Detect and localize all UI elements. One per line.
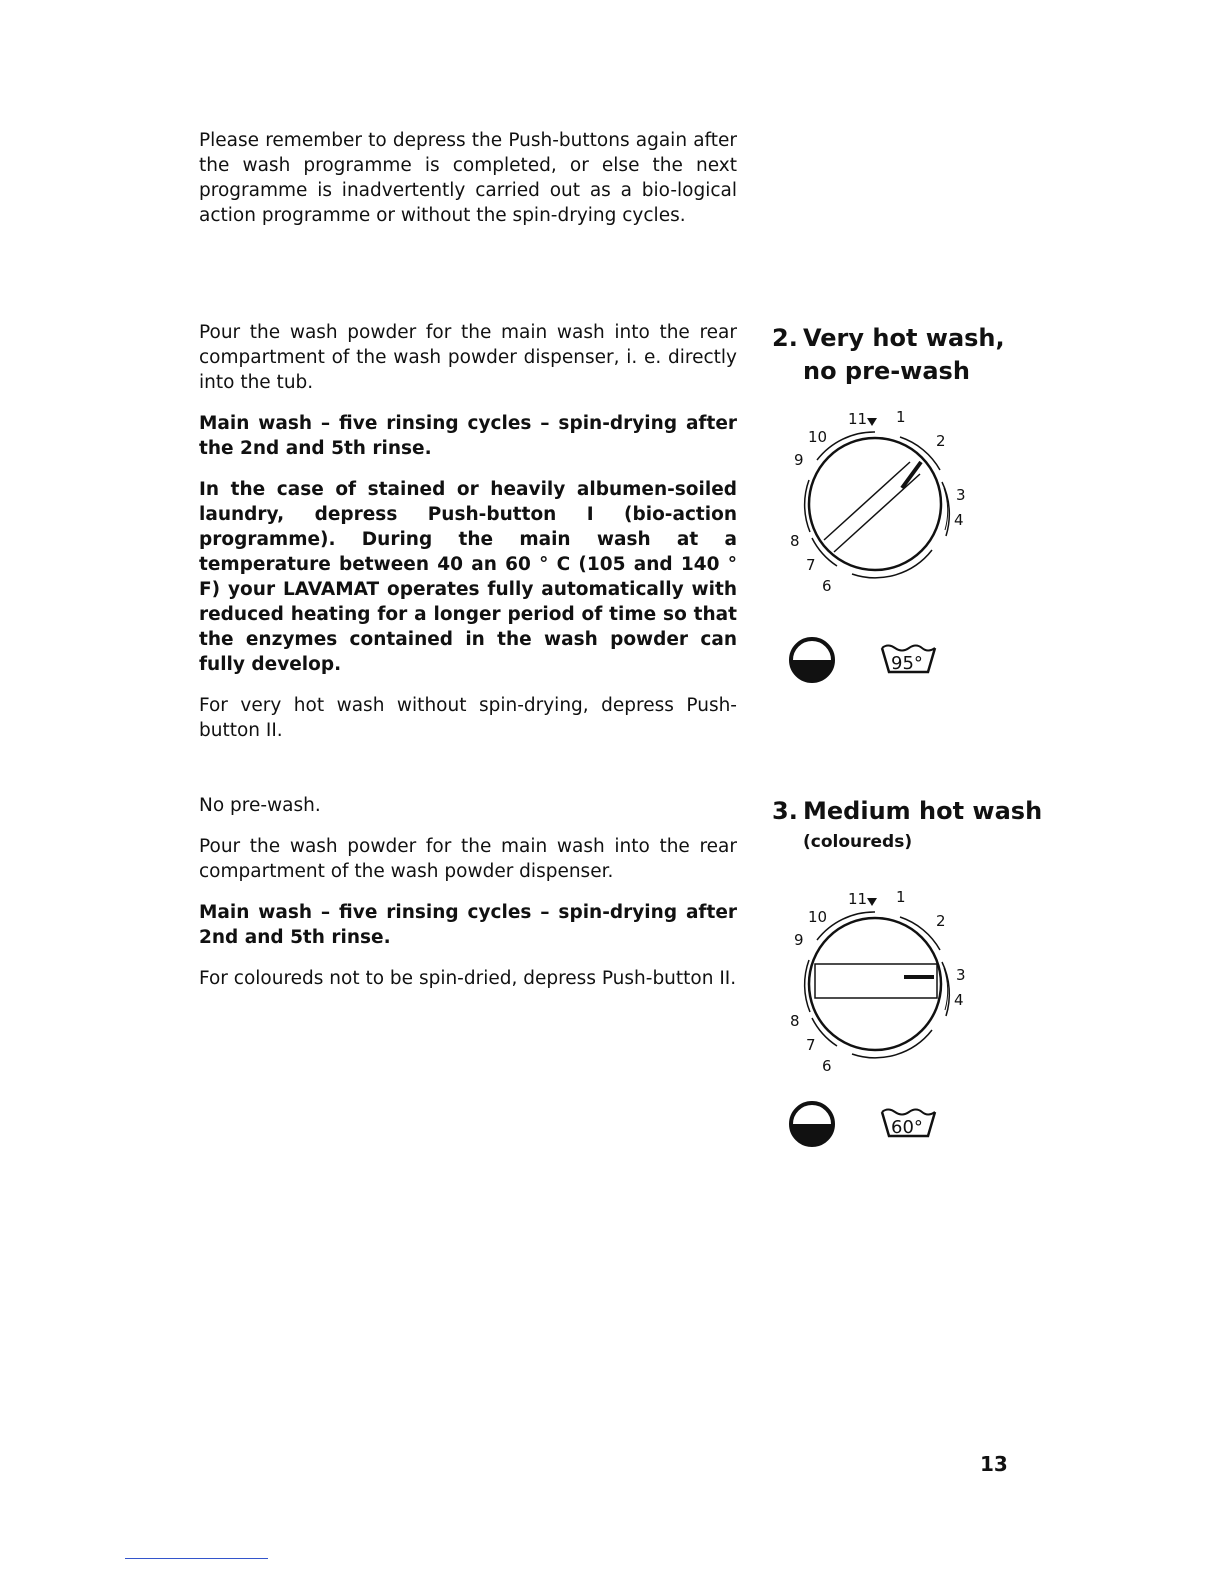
page-number: 13 (980, 1452, 1008, 1476)
wash-tub-icon (882, 646, 935, 675)
half-filled-circle-icon (791, 639, 833, 681)
section3-text (199, 793, 737, 991)
dial1-num-3: 3 (956, 486, 966, 504)
dial2-num-7: 7 (806, 1036, 816, 1054)
dial2-num-8: 8 (790, 1012, 800, 1030)
dial1-num-11: 11 (848, 410, 868, 428)
dial1-num-10: 10 (808, 428, 828, 446)
section3-number: 3. (772, 797, 798, 825)
dial2-num-9: 9 (794, 931, 804, 949)
section2-number: 2. (772, 324, 798, 352)
dial2-num-4: 4 (954, 991, 964, 1009)
section2-heading (772, 322, 1005, 388)
section2-bold1: Main wash – five rinsing cycles – spin-drying after the 2nd and 5th rinse. (199, 413, 737, 459)
section3-para1: No pre-wash. (199, 795, 321, 816)
section3-subtitle: (coloureds) (803, 832, 913, 852)
reminder-paragraph: Please remember to depress the Push-buttons again after the wash programme is completed, or else the next programme is inadvertently carried out as a bio-logical action programme or without the spin-drying cycles. (199, 130, 737, 226)
dial2-num-3: 3 (956, 966, 966, 984)
section2-text (199, 320, 737, 743)
section3-title: Medium hot wash (803, 797, 1043, 825)
section3-para2: Pour the wash powder for the main wash into the rear compartment of the wash powder dispenser. (199, 836, 737, 882)
section2-para2: For very hot wash without spin-drying, depress Push-button II. (199, 695, 737, 741)
section2-symbols (788, 628, 958, 698)
section3-heading (772, 795, 1042, 828)
section3-symbols (788, 1092, 958, 1162)
section2-title-line1: Very hot wash, (803, 324, 1005, 352)
section3-para3: For coloureds not to be spin-dried, depress Push-button II. (199, 968, 737, 989)
reminder-block (199, 128, 737, 228)
dial1-num-2: 2 (936, 432, 946, 450)
section3-temperature: 60° (891, 1117, 923, 1138)
programme-dial-very-hot (782, 400, 972, 604)
section3-bold1: Main wash – five rinsing cycles – spin-drying after 2nd and 5th rinse. (199, 902, 737, 948)
dial1-num-1: 1 (896, 408, 906, 426)
half-filled-circle-icon (791, 1103, 833, 1145)
section2-bold2: In the case of stained or heavily albumen-soiled laundry, depress Push-button I (bio-action programme). During the main wash at a temperature between 40 an 60 ° C (105 and 140 ° F) your LAVAMAT operates fully automatically with reduced heating for a longer period of time so that the enzymes contained in the wash powder can fully develop. (199, 479, 737, 675)
section2-temperature: 95° (891, 653, 923, 674)
dial1-num-4: 4 (954, 511, 964, 529)
dial1-num-8: 8 (790, 532, 800, 550)
dial2-num-10: 10 (808, 908, 828, 926)
dial1-num-9: 9 (794, 451, 804, 469)
programme-dial-medium-hot (782, 880, 972, 1084)
section2-para1: Pour the wash powder for the main wash into the rear compartment of the wash powder dispenser, i. e. directly into the tub. (199, 322, 737, 393)
dial1-num-7: 7 (806, 556, 816, 574)
dial2-num-1: 1 (896, 888, 906, 906)
dial1-num-6: 6 (822, 577, 832, 595)
wash-tub-icon (882, 1110, 935, 1139)
dial2-num-11: 11 (848, 890, 868, 908)
dial2-num-2: 2 (936, 912, 946, 930)
section2-title-line2: no pre-wash (803, 357, 970, 385)
dial2-num-6: 6 (822, 1057, 832, 1075)
footer-rule (125, 1558, 268, 1559)
